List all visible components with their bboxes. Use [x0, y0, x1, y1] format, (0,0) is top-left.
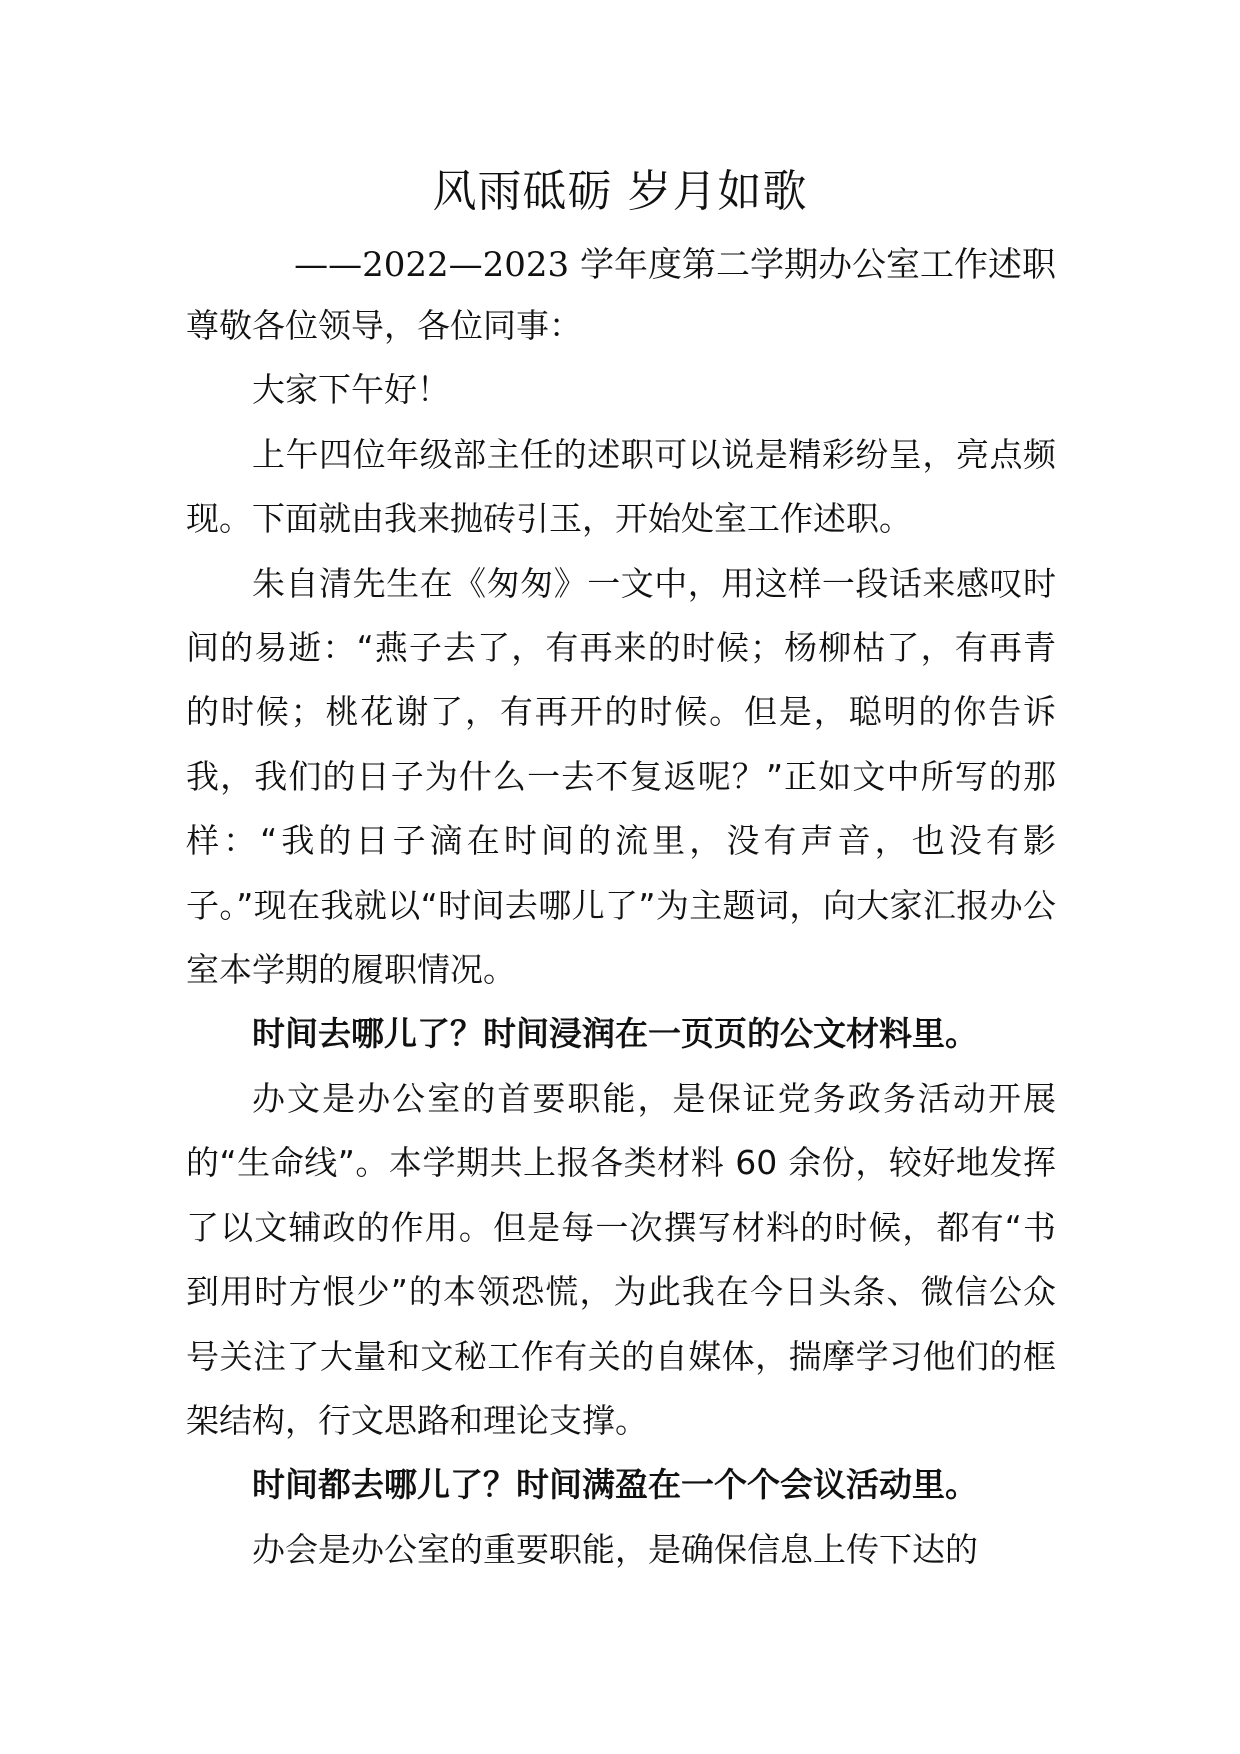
- paragraph-section-1: 办文是办公室的首要职能，是保证党务政务活动开展的“生命线”。本学期共上报各类材料 60 余份，较好地发挥了以文辅政的作用。但是每一次撰写材料的时候，都有“书到用时方恨少”的本领恐慌，为此我在今日头条、微信公众号关注了大量和文秘工作有关的自媒体，揣摩学习他们的框架结构，行文思路和理论支撑。: [186, 1078, 1056, 1440]
- document-body: [186, 294, 1056, 1582]
- paragraph-section-2: 办会是办公室的重要职能，是确保信息上传下达的: [252, 1529, 978, 1569]
- document-title: 风雨砥砺 岁月如歌: [432, 166, 808, 217]
- section-heading-2: 时间都去哪儿了？时间满盈在一个个会议活动里。: [252, 1465, 978, 1505]
- paragraph-intro-2: 朱自清先生在《匆匆》一文中，用这样一段话来感叹时间的易逝：“燕子去了，有再来的时候；杨柳枯了，有再青的时候；桃花谢了，有再开的时候。但是，聪明的你告诉我，我们的日子为什么一去不复返呢？”正如文中所写的那样：“我的日子滴在时间的流里，没有声音，也没有影子。”现在我就以“时间去哪儿了”为主题词，向大家汇报办公室本学期的履职情况。: [186, 563, 1056, 990]
- greeting: 大家下午好！: [252, 370, 450, 410]
- paragraph-intro-1: 上午四位年级部主任的述职可以说是精彩纷呈，亮点频现。下面就由我来抛砖引玉，开始处室工作述职。: [186, 434, 1056, 539]
- section-heading-1: 时间去哪儿了？时间浸润在一页页的公文材料里。: [252, 1014, 978, 1054]
- salutation: 尊敬各位领导，各位同事：: [186, 306, 582, 345]
- document-subtitle: ——2022—2023 学年度第二学期办公室工作述职: [294, 245, 1056, 285]
